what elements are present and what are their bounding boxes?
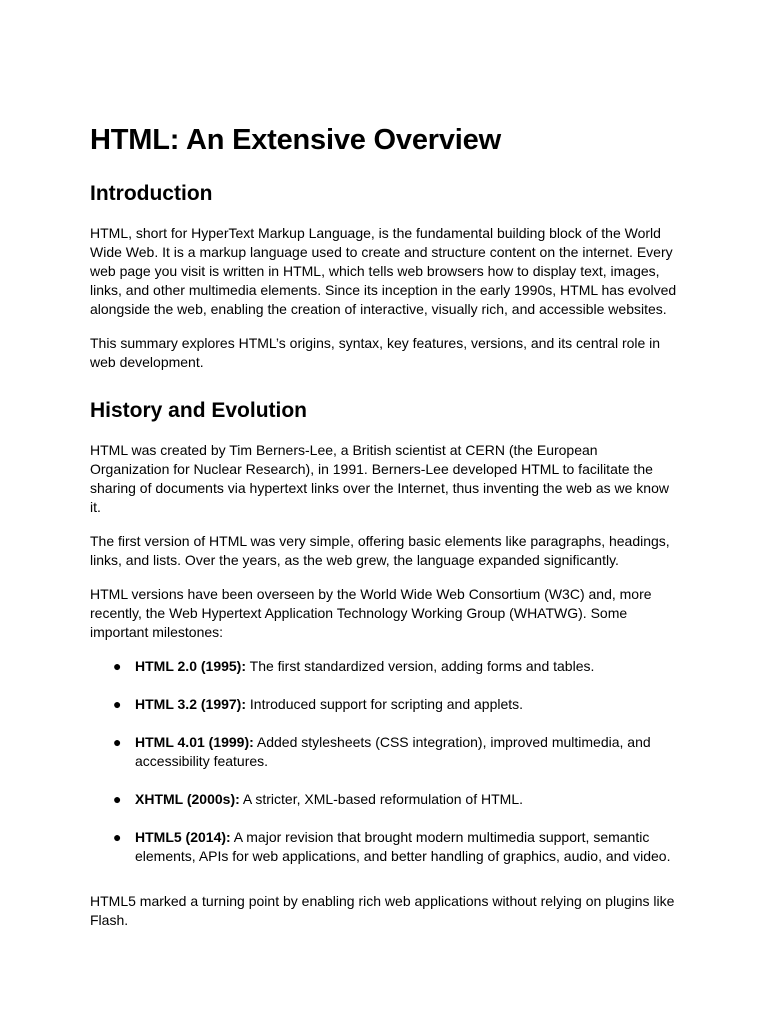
list-item	[113, 657, 678, 676]
milestone-term: XHTML (2000s):	[135, 791, 240, 807]
bullet-icon: ●	[113, 658, 122, 674]
intro-paragraph-1: HTML, short for HyperText Markup Language, is the fundamental building block of the World Wide Web. It is a markup language used to create and structure content on the internet. Every web page you visit is written in HTML, which tells web browsers how to display text, images, links, and other multimedia elements. Since its inception in the early 1990s, HTML has evolved alongside the web, enabling the creation of interactive, visually rich, and accessible websites.	[90, 225, 677, 317]
document-title: HTML: An Extensive Overview	[90, 124, 501, 156]
section-heading-introduction: Introduction	[90, 182, 213, 205]
list-item	[113, 695, 678, 714]
list-item	[113, 790, 678, 809]
list-item	[113, 733, 678, 771]
bullet-icon: ●	[113, 696, 122, 712]
milestone-text: Added stylesheets (CSS integration), improved multimedia, and accessibility features.	[135, 734, 651, 769]
history-closing-paragraph: HTML5 marked a turning point by enabling rich web applications without relying on plugins like Flash.	[90, 893, 675, 928]
history-paragraph-1: HTML was created by Tim Berners-Lee, a British scientist at CERN (the European Organization for Nuclear Research), in 1991. Berners-Lee developed HTML to facilitate the sharing of documents via hypertext links over the Internet, thus inventing the web as we know it.	[90, 442, 669, 515]
history-paragraph-3: HTML versions have been overseen by the World Wide Web Consortium (W3C) and, more recently, the Web Hypertext Application Technology Working Group (WHATWG). Some important milestones:	[90, 586, 652, 640]
milestone-term: HTML 4.01 (1999):	[135, 734, 254, 750]
milestone-text: Introduced support for scripting and applets.	[246, 696, 524, 712]
intro-paragraph-2: This summary explores HTML’s origins, syntax, key features, versions, and its central role in web development.	[90, 335, 661, 370]
milestone-text: The first standardized version, adding forms and tables.	[246, 658, 595, 674]
list-item	[113, 828, 678, 866]
milestone-term: HTML 2.0 (1995):	[135, 658, 246, 674]
milestone-term: HTML5 (2014):	[135, 829, 231, 845]
section-heading-history: History and Evolution	[90, 399, 308, 422]
milestones-list	[90, 657, 678, 866]
milestone-term: HTML 3.2 (1997):	[135, 696, 246, 712]
history-paragraph-2: The first version of HTML was very simple, offering basic elements like paragraphs, headings, links, and lists. Over the years, as the web grew, the language expanded significantly.	[90, 533, 670, 568]
bullet-icon: ●	[113, 791, 122, 807]
bullet-icon: ●	[113, 734, 122, 750]
section-history	[90, 397, 678, 930]
section-introduction	[90, 180, 678, 372]
bullet-icon: ●	[113, 829, 122, 845]
milestone-text: A stricter, XML-based reformulation of HTML.	[239, 791, 524, 807]
milestone-text: A major revision that brought modern multimedia support, semantic elements, APIs for web applications, and better handling of graphics, audio, and video.	[135, 829, 671, 864]
